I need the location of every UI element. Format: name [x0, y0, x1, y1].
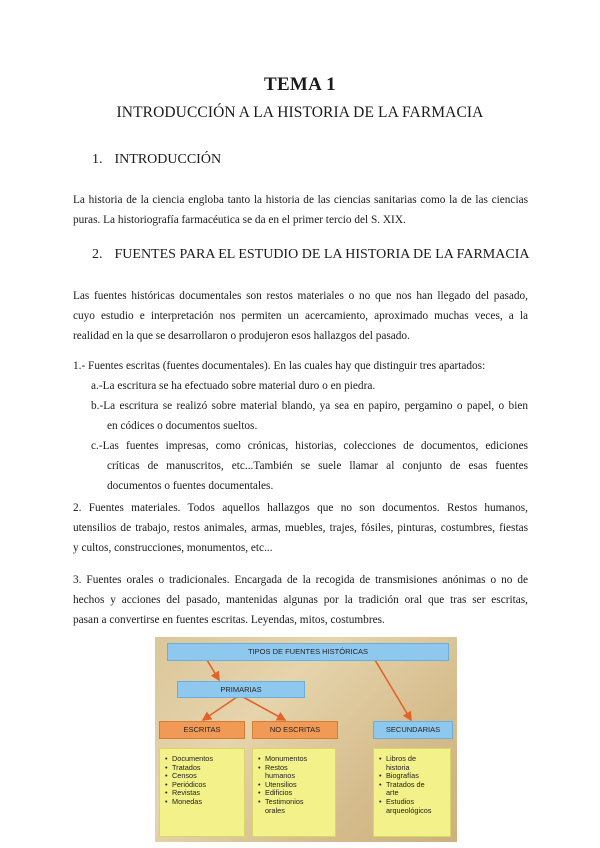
- section-1-paragraph: [73, 190, 528, 230]
- text-line: cuyo estudio e interpretación nos permiten un acercamiento, aproximado muchas veces, a la: [73, 310, 528, 322]
- list-item-line: arqueológicos: [386, 805, 432, 815]
- section-1-heading: [92, 152, 221, 168]
- list-item-line: Tratados de: [386, 779, 425, 789]
- text-line: La historia de la ciencia engloba tanto la historia de las ciencias sanitarias como la de las ciencias: [73, 194, 528, 206]
- list-item: [265, 798, 331, 815]
- text-line: 2. Fuentes materiales. Todos aquellos hallazgos que no son documentos. Restos humanos,: [73, 502, 528, 514]
- list-item: • Monedas: [172, 798, 240, 807]
- list-item: • Utensilios: [265, 781, 331, 790]
- sources-diagram: [155, 637, 457, 842]
- list-item-line: Libros de: [386, 754, 417, 763]
- list-item: • Periódicos: [172, 781, 240, 790]
- diagram-list-secondary: [373, 748, 451, 837]
- oral-sources-paragraph: [73, 570, 528, 630]
- text-line: documentos o fuentes documentales.: [107, 480, 274, 492]
- text-line: y cultos, construcciones, monumentos, etc...: [73, 542, 273, 554]
- text-line: c.-Las fuentes impresas, como crónicas, historias, colecciones de documentos, ediciones: [91, 440, 528, 452]
- diagram-list-written: [159, 748, 245, 837]
- arrow-top-to-secondary: [375, 660, 411, 720]
- section-1-title: INTRODUCCIÓN: [114, 152, 222, 167]
- text-line: realidad en la que se desarrollaron o produjeron esos hallazgos del pasado.: [73, 330, 410, 342]
- list-item-line: orales: [265, 805, 285, 815]
- list-item-line: arte: [386, 788, 399, 798]
- arrow-top-to-primary: [207, 660, 219, 680]
- diagram-list-not-written: [252, 748, 336, 837]
- diagram-node-secondary: SECUNDARIAS: [373, 721, 453, 739]
- text-line: en códices o documentos sueltos.: [107, 420, 258, 432]
- text-line: b.-La escritura se realizó sobre material blando, ya sea en papiro, pergamino o papel, o bien: [91, 400, 528, 412]
- text-line: 3. Fuentes orales o tradicionales. Encargada de la recogida de transmisiones anónimas o no de: [73, 574, 528, 586]
- list-item-line: humanos: [265, 771, 296, 781]
- list-item-line: Restos: [265, 762, 288, 772]
- list-item: [386, 781, 446, 798]
- list-item-line: historia: [386, 762, 410, 772]
- section-2-intro: [73, 286, 528, 346]
- list-item: • Monumentos: [265, 755, 331, 764]
- section-2-heading: [92, 247, 529, 263]
- text-line: críticas de manuscritos, etc...También se suele llamar al conjunto de esas fuentes: [107, 460, 528, 472]
- list-item: • Revistas: [172, 789, 240, 798]
- diagram-node-types: TIPOS DE FUENTES HISTÓRICAS: [167, 643, 449, 661]
- list-item: • Edificios: [265, 789, 331, 798]
- section-2-title: FUENTES PARA EL ESTUDIO DE LA HISTORIA DE LA FARMACIA: [114, 247, 530, 262]
- list-item: • Censos: [172, 772, 240, 781]
- list-item-line: Estudios: [386, 796, 414, 806]
- written-sources-paragraph: [73, 356, 528, 496]
- text-line: 1.- Fuentes escritas (fuentes documentales). En las cuales hay que distinguir tres apartados:: [73, 360, 486, 372]
- document-title: TEMA 1: [263, 74, 336, 95]
- text-line: hechos y acciones del pasado, mantenidas algunas por la tradición oral que tras ser escritas,: [73, 594, 528, 606]
- list-item-line: Testimonios: [265, 796, 304, 806]
- text-line: pasan a convertirse en fuentes escritas. Leyendas, mitos, costumbres.: [73, 614, 385, 626]
- section-1-number: 1.: [92, 152, 103, 167]
- list-item: [386, 798, 446, 815]
- text-line: Las fuentes históricas documentales son restos materiales o no que nos han llegado del pasado,: [73, 290, 528, 302]
- arrow-primary-to-not-written: [243, 697, 285, 720]
- text-line: a.-La escritura se ha efectuado sobre material duro o en piedra.: [91, 380, 376, 392]
- material-sources-paragraph: [73, 498, 528, 558]
- section-2-number: 2.: [92, 247, 103, 262]
- list-item: • Documentos: [172, 755, 240, 764]
- list-item: • Tratados: [172, 764, 240, 773]
- document-subtitle: INTRODUCCIÓN A LA HISTORIA DE LA FARMACIA: [116, 104, 484, 121]
- diagram-node-written: ESCRITAS: [159, 721, 245, 739]
- diagram-node-primary: PRIMARIAS: [177, 681, 305, 698]
- arrow-primary-to-written: [203, 697, 237, 720]
- text-line: puras. La historiografía farmacéutica se da en el primer tercio del S. XIX.: [73, 214, 406, 226]
- diagram-node-not-written: NO ESCRITAS: [252, 721, 338, 739]
- list-item: • Biografías: [386, 772, 446, 781]
- list-item: [265, 764, 331, 781]
- list-item: [386, 755, 446, 772]
- text-line: utensilios de trabajo, restos animales, armas, muebles, trajes, fósiles, pinturas, costumbres, fiestas: [73, 522, 528, 534]
